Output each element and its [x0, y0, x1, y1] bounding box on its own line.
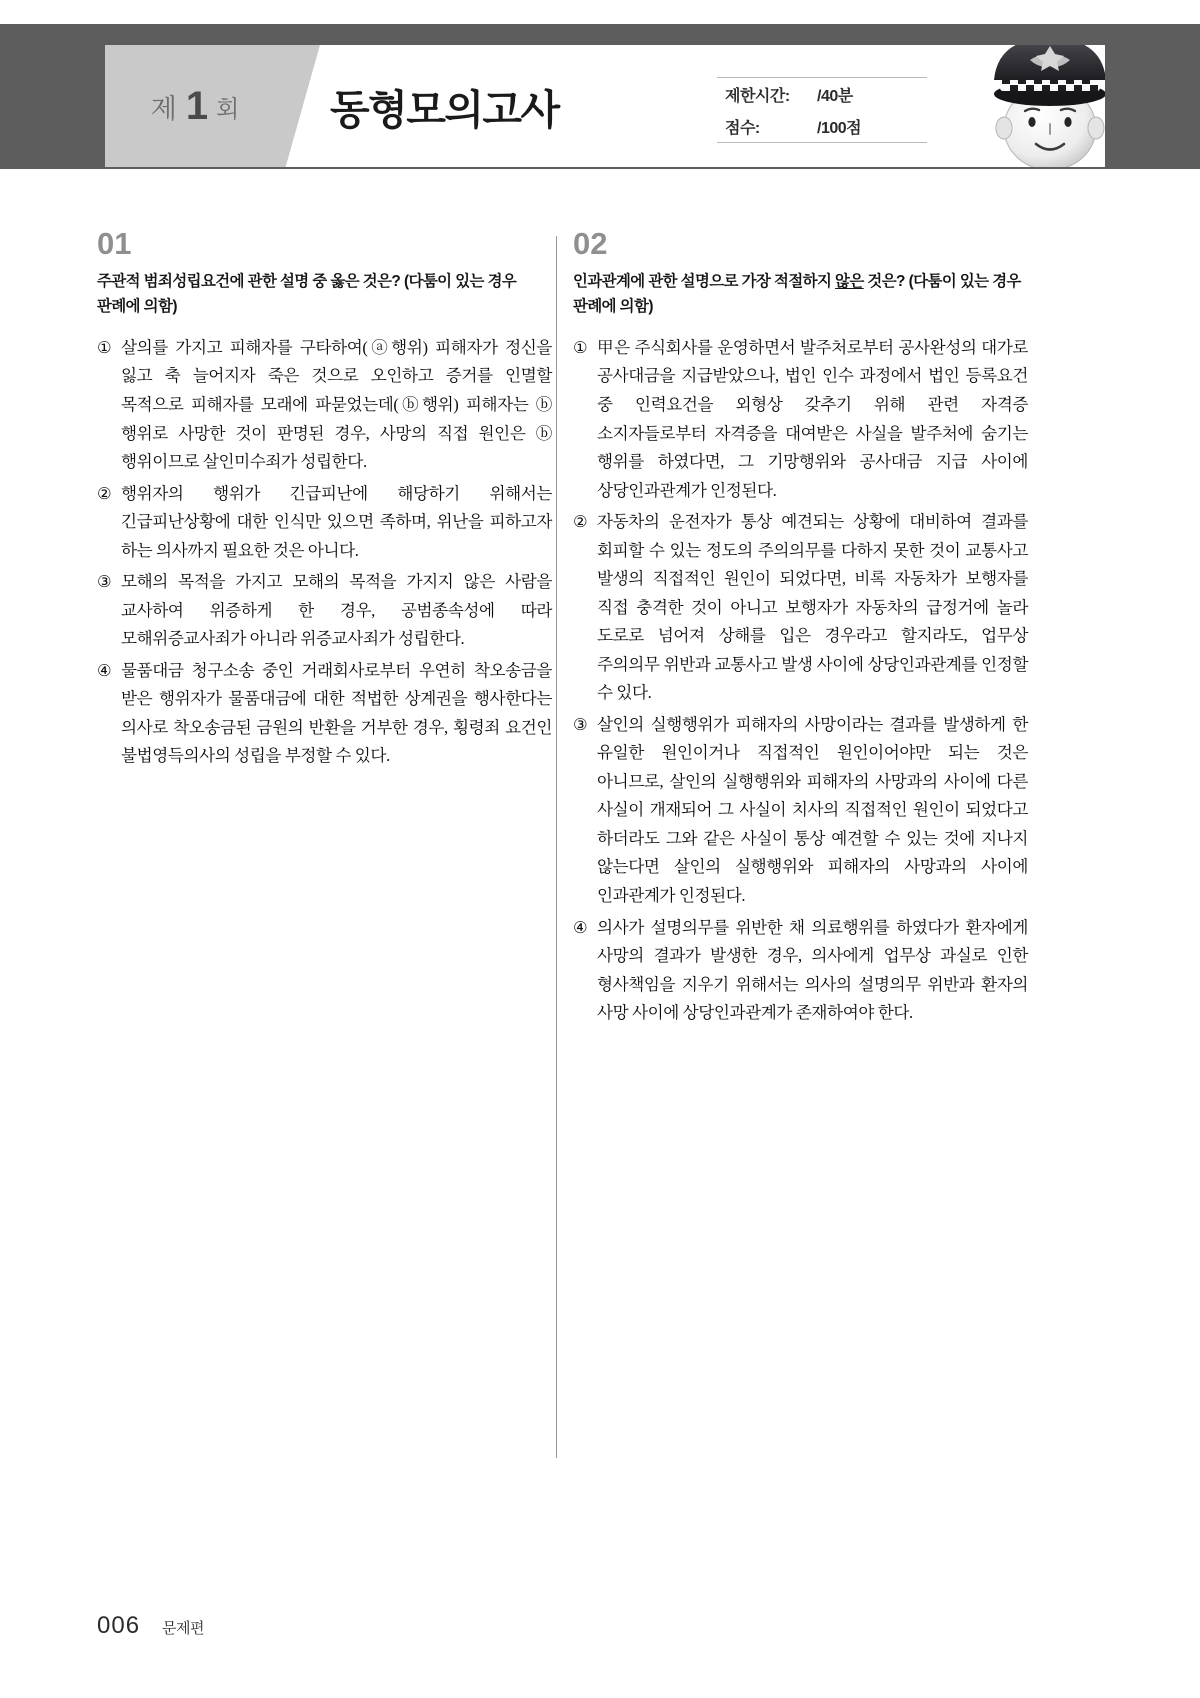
- choice-marker: ①: [97, 337, 112, 357]
- question-01-choice-3[interactable]: [97, 568, 552, 654]
- question-02-stem-part1: 인과관계에 관한 설명으로 가장 적절하지: [573, 273, 836, 290]
- column-left: [97, 228, 552, 774]
- question-01-choice-4[interactable]: [97, 657, 552, 771]
- police-mascot-icon: [960, 45, 1105, 167]
- answer-reference-page: p. 082: [1105, 179, 1138, 193]
- question-02-choice-3[interactable]: [573, 711, 1028, 911]
- question-02-stem: [573, 270, 1028, 320]
- column-divider: [556, 236, 557, 1458]
- choice-text: 甲은 주식회사를 운영하면서 발주처로부터 공사완성의 대가로 공사대금을 지급받았으나, 법인 인수 과정에서 법인 등록요건 중 인력요건을 외형상 갖추기 위해 관련 자격증 소지자들로부터 자격증을 대여받은 사실을 발주처에 숨기는 행위를 하였다면, 그 기망행위와 공사대금 지급 사이에 상당인과관계가 인정된다.: [597, 337, 1028, 500]
- column-right: [573, 228, 1028, 1031]
- question-02-choice-1[interactable]: [573, 334, 1028, 505]
- score-row: [717, 110, 927, 142]
- answer-reference-label: 정답 및 해설: [1034, 178, 1103, 193]
- choice-text: 모해의 목적을 가지고 모해의 목적을 가지지 않은 사람을 교사하여 위증하게 한 경우, 공범종속성에 따라 모해위증교사죄가 아니라 위증교사죄가 성립한다.: [121, 572, 552, 649]
- exam-meta-box: [717, 77, 927, 143]
- choice-marker: ④: [97, 660, 112, 680]
- choice-marker: ④: [573, 917, 588, 937]
- exam-title: 동형모의고사: [330, 86, 559, 133]
- round-number: 1: [185, 83, 208, 128]
- question-content: [0, 228, 1200, 1558]
- question-02-choice-4[interactable]: [573, 914, 1028, 1028]
- choice-marker: ③: [573, 714, 588, 734]
- question-02-number: 02: [573, 226, 608, 261]
- question-02-stem-underlined: 않은: [835, 273, 864, 290]
- round-label: [105, 45, 285, 167]
- round-prefix: 제: [150, 93, 177, 124]
- score-label: 점수:: [725, 120, 760, 137]
- question-01-choices: [97, 334, 552, 771]
- choice-text: 자동차의 운전자가 통상 예견되는 상황에 대비하여 결과를 회피할 수 있는 정도의 주의의무를 다하지 못한 것이 교통사고 발생의 직접적인 원인이 되었다면, 비록 자동차가 보행자를 직접 충격한 것이 아니고 보행자가 자동차의 급정거에 놀라 도로로 넘어져 상해를 입은 경우라고 할지라도, 업무상 주의의무 위반과 교통사고 발생 사이에 상당인과관계를 인정할 수 있다.: [597, 512, 1028, 703]
- choice-marker: ③: [97, 572, 112, 592]
- time-limit-label: 제한시간:: [725, 88, 790, 105]
- page-footer: [97, 1612, 204, 1640]
- choice-text: 물품대금 청구소송 중인 거래회사로부터 우연히 착오송금을 받은 행위자가 물품대금에 대한 적법한 상계권을 행사한다는 의사로 착오송금된 금원의 반환을 거부한 경우, 횡령죄 요건인 불법영득의사의 성립을 부정할 수 있다.: [121, 660, 552, 766]
- time-limit-value: /40분: [817, 88, 853, 105]
- question-01-choice-1[interactable]: [97, 334, 552, 477]
- time-limit-row: [717, 78, 927, 110]
- round-suffix: 회: [216, 95, 240, 123]
- choice-marker: ②: [97, 483, 112, 503]
- footer-page-number: 006: [97, 1612, 141, 1639]
- choice-text: 의사가 설명의무를 위반한 채 의료행위를 하였다가 환자에게 사망의 결과가 발생한 경우, 의사에게 업무상 과실로 인한 형사책임을 지우기 위해서는 의사의 설명의무 위반과 환자의 사망 사이에 상당인과관계가 존재하여야 한다.: [597, 917, 1028, 1023]
- header-white-card: [105, 45, 1105, 167]
- meta-bottom-rule: [717, 142, 927, 143]
- question-02-choices: [573, 334, 1028, 1028]
- question-01-stem: 주관적 범죄성립요건에 관한 설명 중 옳은 것은? (다툼이 있는 경우 판례에 의함): [97, 273, 517, 315]
- page-header: [0, 0, 1200, 212]
- choice-text: 살의를 가지고 피해자를 구타하여(ⓐ행위) 피해자가 정신을 잃고 축 늘어지자 죽은 것으로 오인하고 증거를 인멸할 목적으로 피해자를 모래에 파묻었는데(ⓑ행위) 피해자는 ⓑ행위로 사망한 것이 판명된 경우, 사망의 직접 원인은 ⓑ행위이므로 살인미수죄가 성립한다.: [121, 337, 552, 472]
- question-01-number: 01: [97, 226, 132, 261]
- question-02-choice-2[interactable]: [573, 508, 1028, 708]
- choice-marker: ②: [573, 512, 588, 532]
- choice-marker: ①: [573, 337, 588, 357]
- choice-text: 행위자의 행위가 긴급피난에 해당하기 위해서는 긴급피난상황에 대한 인식만 있으면 족하며, 위난을 피하고자 하는 의사까지 필요한 것은 아니다.: [121, 483, 552, 560]
- choice-text: 살인의 실행행위가 피해자의 사망이라는 결과를 발생하게 한 유일한 원인이거나 직접적인 원인이어야만 되는 것은 아니므로, 살인의 실행행위와 피해자의 사망과의 사이에 다른 사실이 개재되어 그 사실이 치사의 직접적인 원인이 되었다고 하더라도 그와 같은 사실이 통상 예견할 수 있는 것에 지나지 않는다면 살인의 실행행위와 피해자의 사망과의 사이에 인과관계가 인정된다.: [597, 714, 1028, 905]
- answer-reference: [1035, 175, 1138, 194]
- score-value: /100점: [817, 120, 862, 137]
- footer-section-label: 문제편: [162, 1620, 205, 1637]
- question-01-choice-2[interactable]: [97, 480, 552, 566]
- question-02-stem-part2: 것은? (다툼이 있는 경우 판례에 의함): [573, 273, 1021, 315]
